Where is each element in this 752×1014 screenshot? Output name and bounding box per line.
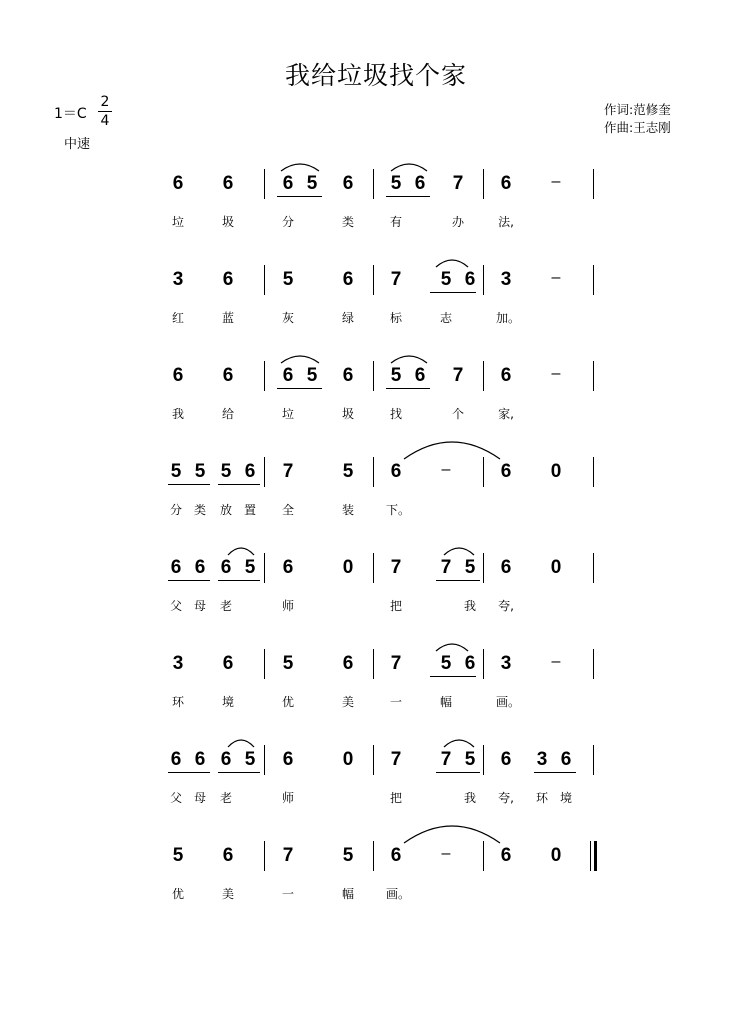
time-signature-top: 2	[100, 94, 110, 110]
eighth-underline	[436, 580, 480, 581]
note: 7	[390, 269, 402, 290]
note: 6	[282, 365, 294, 386]
composer-credit: 作曲:王志刚	[604, 120, 671, 135]
dash-note: –	[551, 365, 561, 382]
barline	[593, 649, 594, 679]
note: 5	[172, 845, 184, 866]
time-signature	[98, 94, 112, 129]
barline	[483, 265, 484, 295]
barline	[483, 553, 484, 583]
note: 6	[464, 653, 476, 674]
note: 5	[390, 365, 402, 386]
lyric: 垃	[281, 407, 294, 421]
note: 6	[390, 461, 402, 482]
lyric: 圾	[341, 407, 354, 421]
eighth-underline	[218, 580, 260, 581]
note: 5	[220, 461, 232, 482]
note: 6	[414, 173, 426, 194]
barline	[483, 745, 484, 775]
lyric: 志	[439, 311, 452, 325]
lyric: 境	[221, 695, 234, 709]
note: 6	[500, 173, 512, 194]
eighth-underline	[218, 484, 260, 485]
lyric: 分	[169, 503, 182, 517]
barline	[483, 169, 484, 199]
lyric: 把	[389, 791, 402, 805]
eighth-underline	[277, 196, 322, 197]
lyric: 父	[169, 791, 182, 805]
slur	[228, 548, 254, 555]
note: 7	[282, 461, 294, 482]
slur	[391, 164, 427, 171]
eighth-underline	[386, 196, 430, 197]
lyric: 环	[535, 791, 548, 805]
lyric: 我	[463, 791, 476, 805]
barline	[373, 361, 374, 391]
lyric: 师	[281, 599, 294, 613]
slur	[444, 740, 474, 747]
lyric: 父	[169, 599, 182, 613]
note: 5	[440, 269, 452, 290]
note: 6	[342, 269, 354, 290]
lyric: 垃	[171, 215, 184, 229]
slur	[444, 548, 474, 555]
barline	[483, 841, 484, 871]
barline	[373, 841, 374, 871]
barline	[483, 649, 484, 679]
lyric: 找	[389, 407, 402, 421]
note: 6	[282, 749, 294, 770]
note: 3	[172, 653, 184, 674]
note: 6	[194, 749, 206, 770]
note: 5	[244, 557, 256, 578]
note: 6	[170, 557, 182, 578]
lyric: 美	[221, 887, 234, 901]
note: 6	[222, 365, 234, 386]
time-signature-line	[98, 111, 112, 112]
note: 3	[500, 653, 512, 674]
barline	[373, 745, 374, 775]
lyric: 给	[221, 407, 234, 421]
note: 6	[464, 269, 476, 290]
lyric: 标	[389, 311, 402, 325]
note: 0	[550, 845, 562, 866]
note: 6	[172, 173, 184, 194]
note: 7	[390, 557, 402, 578]
note: 6	[222, 269, 234, 290]
barline	[264, 649, 265, 679]
lyric: 绿	[341, 311, 354, 325]
lyric: 有	[389, 215, 402, 229]
note: 6	[500, 461, 512, 482]
slur	[281, 356, 319, 363]
note: 3	[172, 269, 184, 290]
lyric: 办	[451, 215, 464, 229]
eighth-underline	[430, 676, 476, 677]
note: 6	[500, 365, 512, 386]
barline	[373, 553, 374, 583]
note: 7	[440, 749, 452, 770]
lyric: 圾	[221, 215, 234, 229]
barline	[264, 361, 265, 391]
note: 6	[390, 845, 402, 866]
note: 5	[244, 749, 256, 770]
note: 6	[342, 173, 354, 194]
note: 6	[500, 557, 512, 578]
barline	[264, 841, 265, 871]
note: 7	[390, 749, 402, 770]
lyric: 家,	[498, 407, 514, 421]
slur	[281, 164, 319, 171]
barline	[593, 169, 594, 199]
tempo-marking: 中速	[64, 137, 91, 152]
note: 6	[220, 749, 232, 770]
note: 5	[282, 269, 294, 290]
note: 6	[560, 749, 572, 770]
lyric: 境	[559, 791, 572, 805]
eighth-underline	[430, 292, 476, 293]
note: 6	[500, 845, 512, 866]
eighth-underline	[218, 772, 260, 773]
note: 5	[464, 749, 476, 770]
lyric: 幅	[341, 887, 354, 901]
note: 6	[222, 845, 234, 866]
barline	[593, 265, 594, 295]
note: 6	[282, 173, 294, 194]
note: 3	[500, 269, 512, 290]
lyric: 灰	[281, 311, 294, 325]
dash-note: –	[551, 173, 561, 190]
lyric: 母	[193, 791, 206, 805]
note: 6	[244, 461, 256, 482]
lyric: 红	[171, 311, 184, 325]
lyric: 夸,	[498, 599, 514, 613]
note: 5	[194, 461, 206, 482]
note: 0	[342, 749, 354, 770]
dash-note: –	[441, 845, 451, 862]
lyric: 环	[171, 695, 184, 709]
tie	[404, 442, 500, 459]
lyric: 老	[219, 599, 232, 613]
note: 7	[440, 557, 452, 578]
dash-note: –	[551, 269, 561, 286]
barline	[373, 649, 374, 679]
note: 5	[440, 653, 452, 674]
note: 5	[306, 365, 318, 386]
note: 6	[282, 557, 294, 578]
lyric: 母	[193, 599, 206, 613]
note: 5	[282, 653, 294, 674]
lyric: 画。	[386, 887, 411, 901]
note: 6	[222, 653, 234, 674]
eighth-underline	[168, 772, 210, 773]
barline	[373, 169, 374, 199]
note: 7	[452, 365, 464, 386]
lyric: 法,	[498, 215, 514, 229]
barline	[264, 169, 265, 199]
time-signature-bottom: 4	[100, 113, 110, 129]
slur	[391, 356, 427, 363]
barline	[593, 457, 594, 487]
note: 6	[170, 749, 182, 770]
eighth-underline	[436, 772, 480, 773]
lyric: 装	[341, 503, 354, 517]
lyric: 优	[171, 887, 184, 901]
barline	[483, 457, 484, 487]
lyric: 一	[389, 695, 402, 709]
note: 7	[390, 653, 402, 674]
lyric: 美	[341, 695, 354, 709]
key-signature: 1＝C	[54, 106, 87, 122]
eighth-underline	[168, 484, 210, 485]
lyric: 个	[451, 407, 464, 421]
dash-note: –	[551, 653, 561, 670]
note: 6	[222, 173, 234, 194]
lyric: 分	[281, 215, 294, 229]
barline	[264, 553, 265, 583]
lyric: 蓝	[221, 311, 234, 325]
note: 0	[550, 461, 562, 482]
lyric: 夸,	[498, 791, 514, 805]
lyric: 师	[281, 791, 294, 805]
final-barline-thick	[594, 841, 597, 871]
barline	[373, 265, 374, 295]
note: 5	[306, 173, 318, 194]
slur	[436, 644, 468, 651]
barline	[264, 265, 265, 295]
lyric: 我	[463, 599, 476, 613]
barline	[593, 745, 594, 775]
barline	[593, 553, 594, 583]
lyricist-credit: 作词:范修奎	[604, 102, 671, 117]
note: 5	[342, 461, 354, 482]
note: 6	[194, 557, 206, 578]
final-barline-thin	[590, 841, 591, 871]
lyric: 画。	[496, 695, 521, 709]
note: 7	[282, 845, 294, 866]
note: 6	[342, 365, 354, 386]
lyric: 下。	[386, 503, 411, 517]
tie	[404, 826, 500, 843]
slur	[228, 740, 254, 747]
lyric: 老	[219, 791, 232, 805]
lyric: 一	[281, 887, 294, 901]
lyric: 放	[219, 503, 232, 517]
note: 6	[342, 653, 354, 674]
note: 6	[414, 365, 426, 386]
note: 3	[536, 749, 548, 770]
eighth-underline	[168, 580, 210, 581]
note: 6	[220, 557, 232, 578]
note: 5	[170, 461, 182, 482]
eighth-underline	[534, 772, 576, 773]
eighth-underline	[277, 388, 322, 389]
note: 6	[500, 749, 512, 770]
song-title: 我给垃圾找个家	[284, 61, 467, 90]
barline	[264, 457, 265, 487]
slur	[436, 260, 468, 267]
lyric: 置	[243, 503, 256, 517]
lyric: 全	[281, 503, 294, 517]
note: 5	[342, 845, 354, 866]
lyric: 把	[389, 599, 402, 613]
note: 0	[342, 557, 354, 578]
lyric: 类	[193, 503, 206, 517]
eighth-underline	[386, 388, 430, 389]
lyric: 幅	[439, 695, 452, 709]
lyric: 优	[281, 695, 294, 709]
note: 0	[550, 557, 562, 578]
note: 5	[464, 557, 476, 578]
lyric: 类	[341, 215, 354, 229]
barline	[483, 361, 484, 391]
barline	[264, 745, 265, 775]
barline	[593, 361, 594, 391]
note: 6	[172, 365, 184, 386]
barline	[373, 457, 374, 487]
note: 7	[452, 173, 464, 194]
dash-note: –	[441, 461, 451, 478]
lyric: 加。	[496, 311, 521, 325]
lyric: 我	[171, 407, 184, 421]
note: 5	[390, 173, 402, 194]
